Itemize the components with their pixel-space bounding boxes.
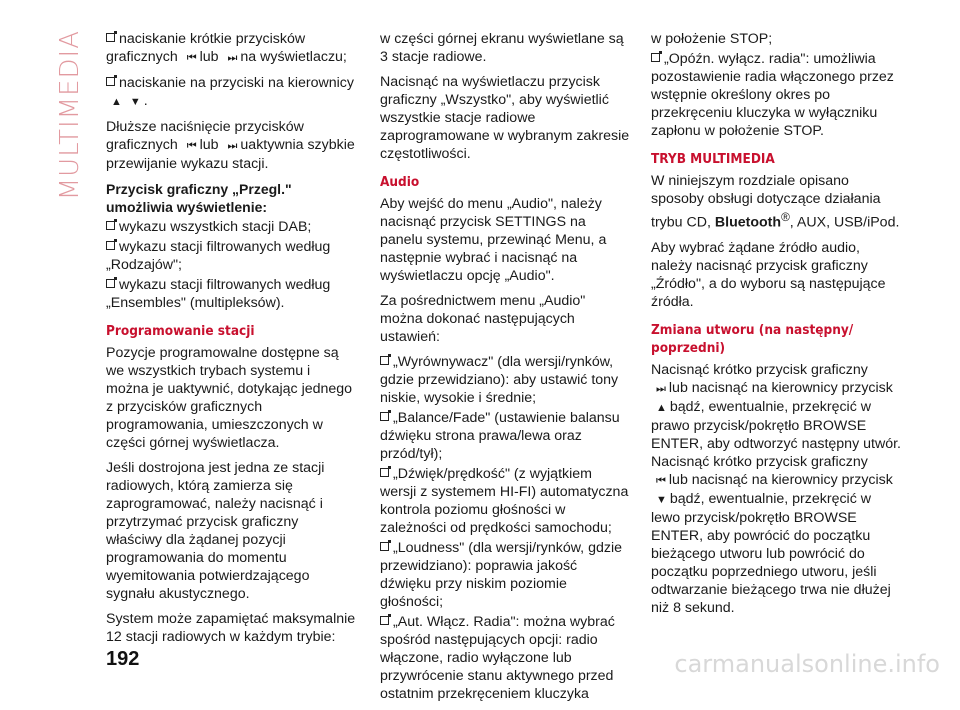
column-1 — [106, 30, 356, 653]
section-label: MULTIMEDIA — [55, 30, 85, 201]
bullet-square-icon — [106, 221, 115, 230]
bluetooth-term: Bluetooth — [714, 214, 782, 231]
section-sidebar — [55, 30, 85, 201]
column-2 — [380, 30, 630, 710]
bullet-item: naciskanie na przyciski na kierownicy ▲ ▼ . — [106, 74, 356, 111]
bullet-square-icon — [106, 77, 115, 86]
section-heading: Programowanie stacji — [106, 323, 255, 339]
subheading: Przycisk graficzny „Przegl." umożliwia wyświetlenie: — [106, 181, 292, 215]
bullet-square-icon — [106, 33, 115, 42]
paragraph: Dłuższe naciśnięcie przycisków graficznych ⏮ lub ⏭ uaktywnia szybkie przewijanie wykazu stacji. — [106, 119, 355, 172]
next-track-icon: ⏭ — [656, 382, 664, 395]
bullet-square-icon — [380, 356, 389, 365]
paragraph: Jeśli dostrojona jest jedna ze stacji radiowych, którą zamierza się zaprogramować, należy nacisnąć i przytrzymać przycisk graficzny właściwy dla żądanej pozycji programowania do momentu wyemitowania potwierdzającego sygnału akustycznego. — [106, 460, 325, 602]
bullet-item: „Loudness" (dla wersji/rynków, gdzie przewidziano): poprawia jakość dźwięku przy niskim poziomie głośności; — [380, 540, 622, 610]
paragraph: System może zapamiętać maksymalnie 12 stacji radiowych w każdym trybie: — [106, 611, 356, 645]
paragraph: Za pośrednictwem menu „Audio" można dokonać następujących ustawień: — [380, 293, 586, 345]
up-arrow-icon: ▲ — [656, 401, 665, 414]
bullet-square-icon — [380, 468, 389, 477]
previous-track-icon: ⏮ — [656, 474, 664, 487]
bullet-item: „Aut. Włącz. Radia": można wybrać spośród następujących opcji: radio włączone, radio wyłączone lub przywrócenie stanu aktywnego przed ostatnim przekręceniem kluczyka — [380, 614, 615, 702]
paragraph: w części górnej ekranu wyświetlane są 3 stacje radiowe. — [380, 31, 624, 65]
section-heading: TRYB MULTIMEDIA — [651, 151, 775, 167]
bullet-square-icon — [380, 412, 389, 421]
paragraph: Nacisnąć na wyświetlaczu przycisk graficzny „Wszystko", aby wyświetlić wszystkie stacje radiowe zaprogramowane w wybranym zakresie częstotliwości. — [380, 74, 630, 162]
bullet-item: „Opóźn. wyłącz. radia": umożliwia pozostawienie radia włączonego przez wstępnie określony okres po przekręceniu kluczyka w wyłączniku zapłonu w położenie STOP. — [651, 51, 894, 139]
section-heading: Audio — [380, 174, 420, 190]
down-arrow-icon: ▼ — [656, 493, 665, 506]
bullet-square-icon — [380, 616, 389, 625]
previous-track-icon: ⏮ — [186, 52, 195, 64]
paragraph: W niniejszym rozdziale opisano sposoby obsługi dotyczące działania trybu CD, Bluetooth®, AUX, USB/iPod. — [651, 173, 900, 231]
bullet-square-icon — [651, 53, 660, 62]
bullet-square-icon — [106, 241, 115, 250]
bullet-square-icon — [106, 279, 115, 288]
down-arrow-icon: ▼ — [129, 96, 139, 108]
paragraph: Nacisnąć krótko przycisk graficzny ⏭ lub nacisnąć na kierownicy przycisk ▲ bądź, ewentualnie, przekręcić w prawo przycisk/pokrętło BROWSE ENTER, aby odtworzyć następny utwór. Nacisnąć krótko przycisk graficzny ⏮ lub nacisnąć na kierownicy przycisk ▼ bądź, ewentualnie, przekręcić w lewo przycisk/pokrętło BROWSE ENTER, aby powrócić do początku bieżącego utworu lub powrócić do początku poprzedniego utworu, jeśli odtwarzanie bieżącego trwa nie dłużej niż 8 sekund. — [651, 361, 901, 616]
page-number: 192 — [106, 648, 140, 670]
column-3 — [651, 30, 901, 624]
paragraph: w położenie STOP; — [651, 31, 773, 47]
paragraph: Pozycje programowalne dostępne są we wszystkich trybach systemu i można je uaktywnić, dotykając jednego z przycisków graficznych programowania, umieszczonych w części górnej wyświetlacza. — [106, 345, 353, 451]
previous-track-icon: ⏮ — [186, 140, 195, 152]
bullet-item: „Balance/Fade" (ustawienie balansu dźwięku strona prawa/lewa oraz przód/tył); — [380, 410, 620, 462]
next-track-icon: ⏭ — [227, 140, 236, 152]
bullet-item: naciskanie krótkie przycisków graficznych ⏮ lub ⏭ na wyświetlaczu; — [106, 31, 347, 65]
watermark: carmanualsonline.info — [674, 650, 940, 678]
bullet-item: „Wyrównywacz" (dla wersji/rynków, gdzie przewidziano): aby ustawić tony niskie, wysokie i średnie; — [380, 354, 619, 406]
bullet-square-icon — [380, 542, 389, 551]
bullet-item: „Dźwięk/prędkość" (z wyjątkiem wersji z systemem HI-FI) automatyczna kontrola poziomu głośności w zależności od prędkości samochodu; — [380, 466, 629, 536]
bullet-item: wykazu stacji filtrowanych według „Ensembles" (multipleksów). — [106, 277, 331, 311]
up-arrow-icon: ▲ — [111, 96, 120, 108]
paragraph: Aby wybrać żądane źródło audio, należy nacisnąć przycisk graficzny „Źródło", a do wyboru są następujące źródła. — [651, 239, 886, 310]
paragraph: Aby wejść do menu „Audio", należy nacisnąć przycisk SETTINGS na panelu systemu, przewinąć Menu, a następnie wybrać i nacisnąć na wyświetlaczu opcję „Audio". — [380, 196, 607, 284]
section-heading: Zmiana utworu (na następny/ poprzedni) — [651, 321, 854, 356]
bullet-item: wykazu wszystkich stacji DAB; — [106, 218, 356, 236]
next-track-icon: ⏭ — [227, 52, 236, 64]
bullet-item: wykazu stacji filtrowanych według „Rodzajów"; — [106, 239, 331, 273]
